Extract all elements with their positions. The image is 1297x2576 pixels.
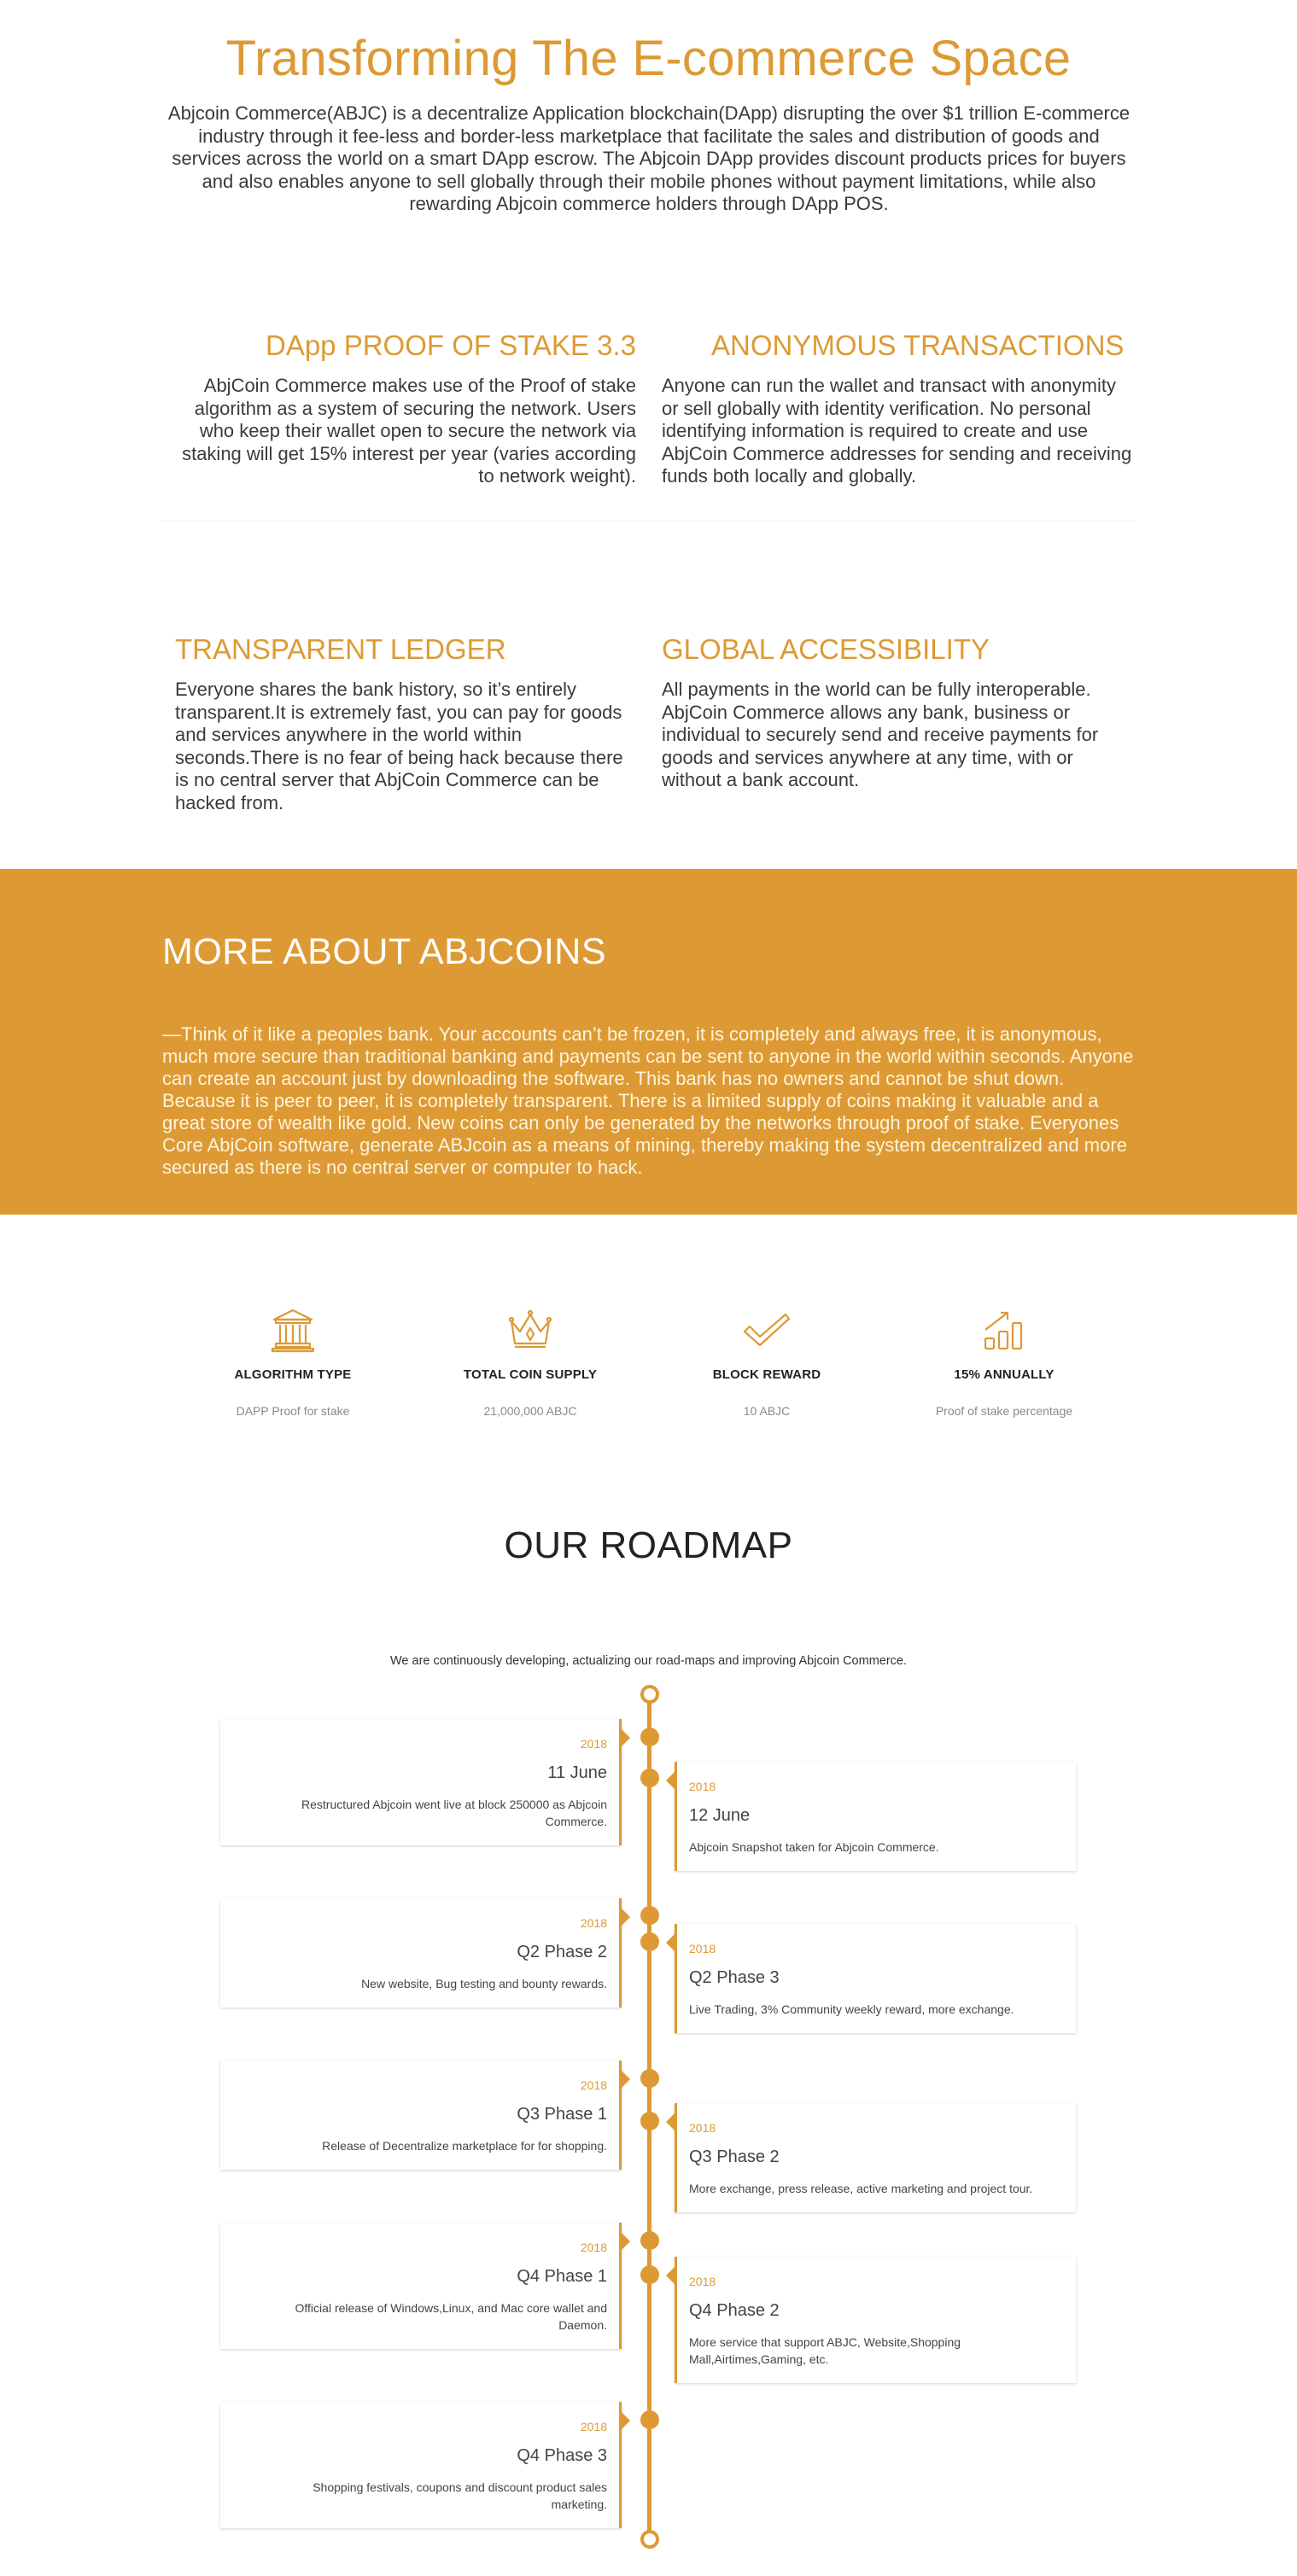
- roadmap-card: [220, 1719, 622, 1845]
- feature-title: TRANSPARENT LEDGER: [175, 633, 506, 665]
- timeline-dot: [640, 2231, 659, 2250]
- roadmap-heading: 11 June: [547, 1763, 607, 1782]
- roadmap-year: 2018: [689, 2275, 716, 2288]
- stat-label: ALGORITHM TYPE: [234, 1367, 352, 1382]
- more-about-section: [0, 869, 1297, 1215]
- feature-text: AbjCoin Commerce makes use of the Proof of stake algorithm as a system of securing the network. Users who keep their wallet open to secure the network via staking will get 15% interest per year (varies according to network weight).: [182, 375, 636, 487]
- feature-text: All payments in the world can be fully interoperable. AbjCoin Commerce allows any bank, business or individual to securely send and receive payments for goods and services anywhere at any time, with or without a bank account.: [662, 679, 1099, 790]
- roadmap-heading: Q2 Phase 3: [689, 1968, 780, 1987]
- timeline-dot: [640, 1728, 659, 1746]
- roadmap-year: 2018: [580, 1916, 607, 1930]
- stat-total-coin-supply: [411, 1306, 650, 1419]
- roadmap-heading: 12 June: [689, 1806, 751, 1825]
- roadmap-heading: Q4 Phase 3: [517, 2446, 607, 2465]
- roadmap-card: [675, 2257, 1076, 2383]
- roadmap-year: 2018: [580, 1737, 607, 1751]
- roadmap-heading: Q2 Phase 2: [517, 1943, 607, 1961]
- crown-icon: [505, 1306, 556, 1354]
- roadmap-card: [220, 2402, 622, 2528]
- timeline-dot: [640, 1906, 659, 1925]
- bank-icon: [267, 1306, 318, 1354]
- stat-annual-interest: [885, 1306, 1124, 1419]
- feature-title: ANONYMOUS TRANSACTIONS: [711, 329, 1125, 361]
- timeline-dot: [640, 2069, 659, 2088]
- feature-text: Anyone can run the wallet and transact with anonymity or sell globally with identity verification. No personal identifying information is required to create and use AbjCoin Commerce addresses for sending and receiving funds both locally and globally.: [662, 375, 1132, 487]
- stat-value: 21,000,000 ABJC: [483, 1404, 577, 1418]
- roadmap-card: [220, 1898, 622, 2008]
- roadmap-card: [220, 2223, 622, 2349]
- roadmap-year: 2018: [689, 2121, 716, 2135]
- growth-chart-icon: [979, 1306, 1030, 1354]
- roadmap-card: [675, 1924, 1076, 2033]
- roadmap-text: More exchange, press release, active marketing and project tour.: [689, 2182, 1033, 2195]
- stat-block-reward: [647, 1306, 886, 1419]
- roadmap-card: [675, 1762, 1076, 1871]
- roadmap-text: Shopping festivals, coupons and discount product sales marketing.: [313, 2480, 607, 2511]
- roadmap-year: 2018: [580, 2078, 607, 2092]
- checkmark-icon: [741, 1306, 792, 1354]
- roadmap-text: New website, Bug testing and bounty rewards.: [361, 1977, 607, 1990]
- roadmap-card: [220, 2060, 622, 2170]
- roadmap-year: 2018: [580, 2420, 607, 2433]
- feature-title: GLOBAL ACCESSIBILITY: [662, 633, 990, 665]
- timeline-dot: [640, 1769, 659, 1787]
- roadmap-text: More service that support ABJC, Website,Shopping Mall,Airtimes,Gaming, etc.: [689, 2335, 961, 2366]
- stat-label: TOTAL COIN SUPPLY: [463, 1367, 598, 1382]
- roadmap-year: 2018: [580, 2241, 607, 2254]
- feature-proof-of-stake: [162, 329, 636, 488]
- intro-text: Abjcoin Commerce(ABJC) is a decentralize Application blockchain(DApp) disrupting the over $1 trillion E-commerce industry through it fee-less and border-less marketplace that facilitate the sales and distribution of goods and services across the world on a smart DApp escrow. The Abjcoin DApp provides discount products prices for buyers and also enables anyone to sell globally through their mobile phones without payment limitations, while also rewarding Abjcoin commerce holders through DApp POS.: [167, 102, 1130, 214]
- intro-title: Transforming The E-commerce Space: [225, 31, 1072, 86]
- roadmap-text: Live Trading, 3% Community weekly reward, more exchange.: [689, 2002, 1014, 2016]
- feature-text: Everyone shares the bank history, so it’s entirely transparent.It is extremely fast, you can pay for goods and services anywhere in the world within seconds.There is no fear of being hack because there is no central server that AbjCoin Commerce can be hacked from.: [175, 679, 623, 813]
- stat-value: 10 ABJC: [743, 1404, 791, 1418]
- roadmap-text: Release of Decentralize marketplace for for shopping.: [322, 2139, 607, 2153]
- more-about-text: —Think of it like a peoples bank. Your accounts can’t be frozen, it is completely and always free, it is anonymous, much more secure than traditional banking and payments can be sent to anyone in the world within seconds. Anyone can create an account just by downloading the software. This bank has no owners and cannot be shut down. Because it is peer to peer, it is completely transparent. There is a limited supply of coins making it valuable and a great store of wealth like gold. New coins can only be generated by the networks through proof of stake. Everyones Core AbjCoin software, generate ABJcoin as a means of mining, thereby making the system decentralized and more secured as there is no central server or computer to hack.: [162, 1023, 1134, 1178]
- roadmap-year: 2018: [689, 1780, 716, 1793]
- roadmap-heading: Q3 Phase 2: [689, 2148, 780, 2166]
- timeline-start-marker: [640, 1685, 659, 1704]
- stat-value: Proof of stake percentage: [935, 1404, 1073, 1418]
- roadmap-year: 2018: [689, 1942, 716, 1955]
- timeline-dot: [640, 2265, 659, 2284]
- more-about-title: MORE ABOUT ABJCOINS: [162, 931, 607, 972]
- roadmap-heading: Q3 Phase 1: [517, 2105, 607, 2124]
- timeline-dot: [640, 1932, 659, 1951]
- timeline-end-marker: [640, 2530, 659, 2549]
- stat-algorithm-type: [173, 1306, 412, 1419]
- timeline-dot: [640, 2410, 659, 2429]
- roadmap-text: Official release of Windows,Linux, and Mac core wallet and Daemon.: [295, 2301, 607, 2332]
- stat-value: DAPP Proof for stake: [236, 1404, 350, 1418]
- feature-anonymous-transactions: [662, 329, 1136, 488]
- roadmap-heading: Q4 Phase 1: [517, 2267, 607, 2286]
- roadmap-title: OUR ROADMAP: [504, 1524, 793, 1566]
- feature-transparent-ledger: [175, 632, 636, 814]
- stat-label: 15% ANNUALLY: [954, 1367, 1055, 1382]
- feature-global-accessibility: [662, 632, 1136, 792]
- roadmap-card: [675, 2103, 1076, 2212]
- roadmap-heading: Q4 Phase 2: [689, 2301, 780, 2320]
- timeline-dot: [640, 2112, 659, 2130]
- roadmap-subtitle: We are continuously developing, actualizing our road-maps and improving Abjcoin Commerce.: [389, 1654, 908, 1668]
- roadmap-text: Restructured Abjcoin went live at block 250000 as Abjcoin Commerce.: [301, 1798, 607, 1828]
- stat-label: BLOCK REWARD: [712, 1367, 821, 1382]
- feature-title: DApp PROOF OF STAKE 3.3: [265, 329, 636, 361]
- section-divider: [162, 521, 1136, 522]
- roadmap-text: Abjcoin Snapshot taken for Abjcoin Commerce.: [689, 1840, 939, 1854]
